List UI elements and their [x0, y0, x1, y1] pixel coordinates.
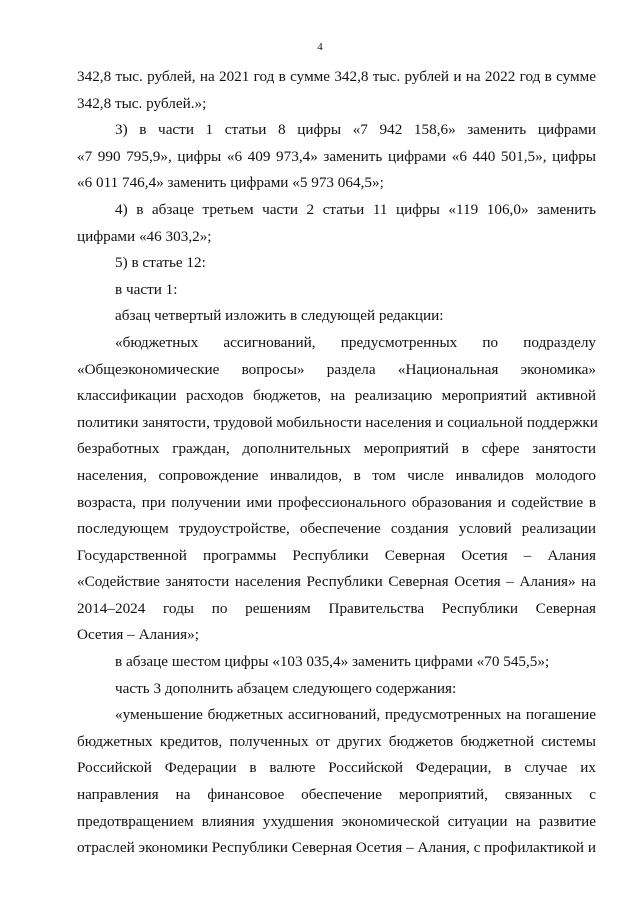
text-line: «6 011 746,4» заменить цифрами «5 973 064,5»; [77, 174, 384, 192]
text-line: последующем трудоустройстве, обеспечение создания условий реализации [77, 520, 596, 538]
text-line: безработных граждан, дополнительных мероприятий в сфере занятости [77, 440, 596, 458]
text-line: 342,8 тыс. рублей, на 2021 год в сумме 342,8 тыс. рублей и на 2022 год в сумме [77, 68, 596, 85]
page-number: 4 [317, 41, 323, 53]
text-line: «7 990 795,9», цифры «6 409 973,4» заменить цифрами «6 440 501,5», цифры [77, 147, 596, 165]
text-line: классификации расходов бюджетов, на реализацию мероприятий активной [77, 387, 596, 405]
text-line: предотвращением влияния ухудшения экономической ситуации на развитие [77, 812, 596, 830]
text-line: населения, сопровождение инвалидов, в том числе инвалидов молодого [77, 466, 596, 484]
text-line: 342,8 тыс. рублей.»; [77, 94, 207, 112]
text-line: Осетия – Алания»; [77, 626, 199, 644]
text-line: 3) в части 1 статьи 8 цифры «7 942 158,6» заменить цифрами [115, 121, 596, 139]
text-line: отраслей экономики Республики Северная Осетия – Алания, с профилактикой и [77, 839, 596, 857]
text-line: политики занятости, трудовой мобильности населения и социальной поддержки [77, 413, 598, 431]
text-line: цифрами «46 303,2»; [77, 227, 212, 245]
text-line: Государственной программы Республики Северная Осетия – Алания [77, 546, 596, 564]
text-line: «бюджетных ассигнований, предусмотренных по подразделу [115, 333, 596, 351]
text-line: направления на финансовое обеспечение мероприятий, связанных с [77, 786, 596, 804]
text-line: 5) в статье 12: [115, 254, 206, 272]
text-line: возраста, при получении ими профессионального образования и содействие в [77, 493, 596, 511]
text-line: 2014–2024 годы по решениям Правительства Республики Северная [77, 599, 596, 617]
text-line: «уменьшение бюджетных ассигнований, предусмотренных на погашение [115, 706, 596, 724]
text-line: часть 3 дополнить абзацем следующего содержания: [115, 679, 457, 697]
text-line: 4) в абзаце третьем части 2 статьи 11 цифры «119 106,0» заменить [115, 200, 596, 218]
text-line: в части 1: [115, 280, 178, 298]
text-line: в абзаце шестом цифры «103 035,4» заменить цифрами «70 545,5»; [115, 653, 550, 671]
text-line: бюджетных кредитов, полученных от других бюджетов бюджетной системы [77, 732, 596, 750]
text-line: Российской Федерации в валюте Российской Федерации, в случае их [77, 759, 596, 777]
document-body [77, 64, 596, 862]
text-line: «Общеэкономические вопросы» раздела «Национальная экономика» [77, 360, 596, 378]
text-line: «Содействие занятости населения Республики Северная Осетия – Алания» на [77, 573, 596, 591]
text-line: абзац четвертый изложить в следующей редакции: [115, 307, 444, 325]
